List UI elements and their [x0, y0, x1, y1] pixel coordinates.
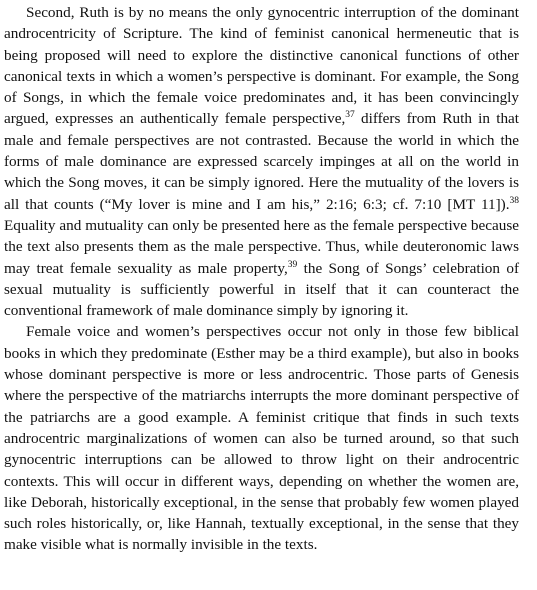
text-run: Equality and mutuality can only be presented here as the female perspective because the text also presents them as the male perspective. Thus, while deuteronomic laws may treat female sexuality as male property,	[4, 216, 519, 277]
footnote-ref-39: 39	[287, 259, 298, 270]
paragraph-female-voice	[4, 321, 519, 555]
text-run: Female voice and women’s perspectives occur not only in those few biblical books in which they predominate (Esther may be a third example), but also in books whose dominant perspective is more or less androcentric. Those parts of Genesis where the perspective of the matriarchs interrupts the more dominant perspective of the patriarchs are a good example. A feminist critique that finds in such texts androcentric marginalizations of women can also be turned around, so that such gynocentric interruptions can be allowed to throw light on their androcentric contexts. This will occur in different ways, depending on whether the women are, like Deborah, historically exceptional, in the sense that probably few women played such roles historically, or, like Hannah, textually exceptional, in the sense that they make visible what is normally invisible in the texts.	[4, 323, 519, 554]
footnote-ref-38: 38	[509, 195, 519, 206]
text-run: differs from Ruth in that male and female perspectives are not contrasted. Because the world in which the forms of male dominance are expressed scarcely impinges at all on the world in which the Song moves, it can be simply ignored. Here the mutuality of the lovers is all that counts (“My lover is mine and I am his,” 2:16; 6:3; cf. 7:10 [MT 11]).	[4, 110, 519, 213]
document-page	[4, 2, 519, 556]
paragraph-ruth-song-of-songs	[4, 2, 519, 321]
footnote-ref-37: 37	[345, 110, 355, 121]
text-run: Second, Ruth is by no means the only gynocentric interruption of the dominant androcentricity of Scripture. The kind of feminist canonical hermeneutic that is being proposed will need to explore the distinctive canonical functions of other canonical texts in which a women’s perspective is dominant. For example, the Song of Songs, in which the female voice predominates and, it has been convincingly argued, expresses an authentically female perspective,	[4, 4, 519, 128]
text-run: the Song of Songs’ celebration of sexual mutuality is sufficiently powerful in itself that it can counteract the conventional framework of male dominance simply by ignoring it.	[4, 259, 519, 320]
